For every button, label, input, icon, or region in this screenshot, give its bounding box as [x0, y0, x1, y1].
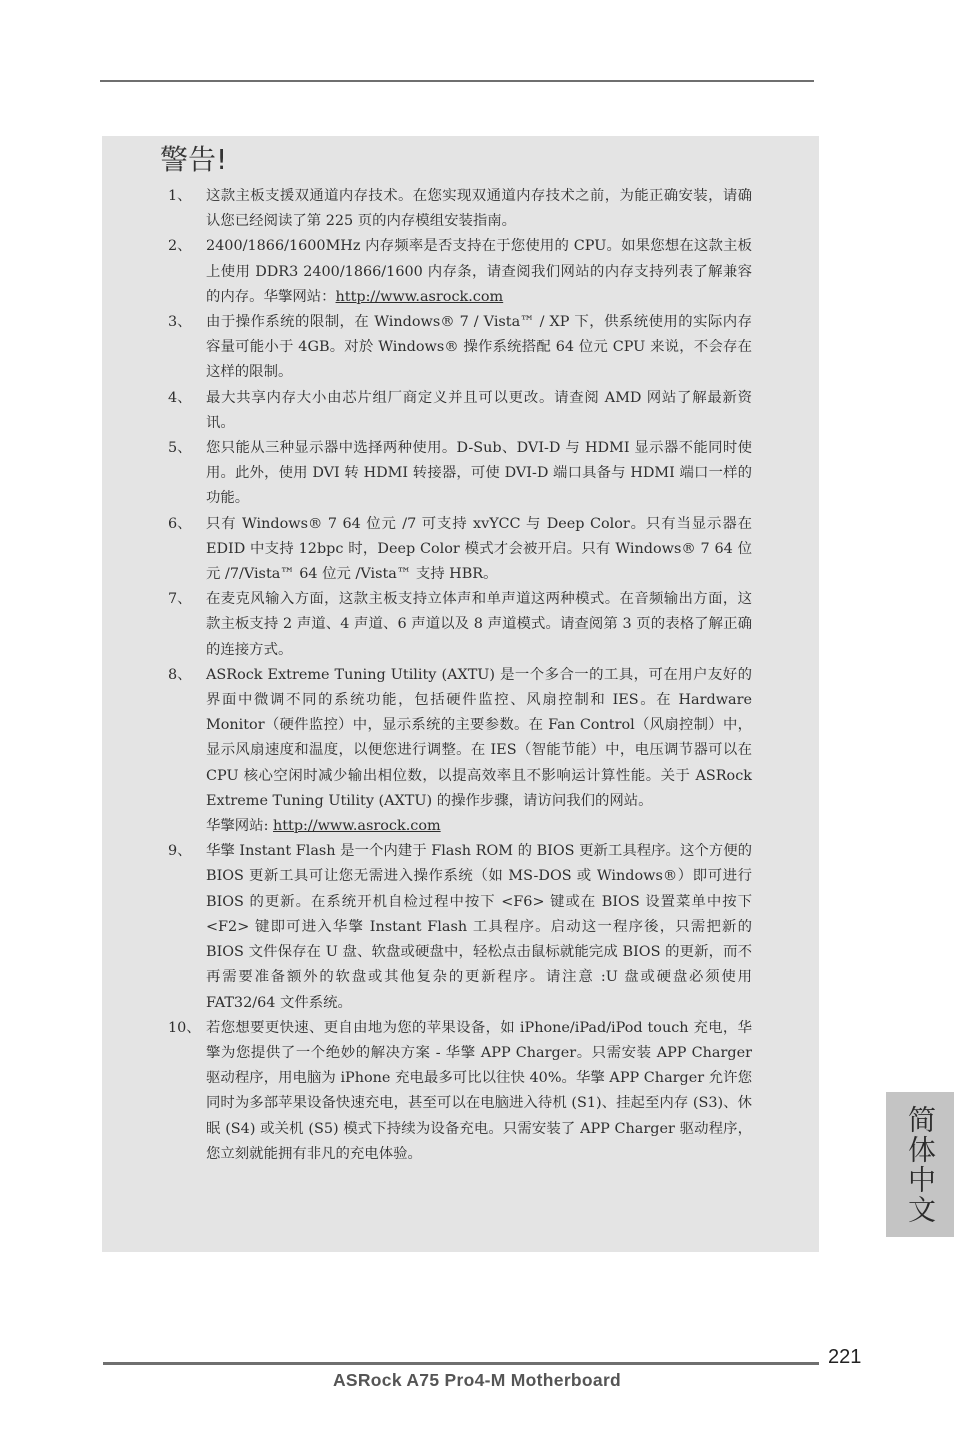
item-number: 10、 — [168, 1019, 201, 1036]
warning-item-1 — [168, 184, 752, 234]
page-number: 221 — [828, 1346, 862, 1368]
top-divider — [100, 80, 814, 82]
bottom-divider — [103, 1362, 819, 1365]
warning-title: 警告! — [160, 143, 228, 176]
warning-list — [168, 184, 752, 1167]
warning-item-8 — [168, 663, 752, 839]
footer-title: ASRock A75 Pro4-M Motherboard — [332, 1370, 622, 1390]
item-number: 3、 — [168, 314, 192, 331]
item-number: 6、 — [168, 515, 192, 532]
warning-item-2 — [168, 234, 752, 310]
warning-item-7 — [168, 587, 752, 663]
item-text: 最大共享内存大小由芯片组厂商定义并且可以更改。请查阅 AMD 网站了解最新资讯。 — [206, 389, 752, 431]
item-number: 9、 — [168, 843, 192, 860]
warning-item-5 — [168, 436, 752, 512]
item-number: 4、 — [168, 389, 192, 406]
item-number: 2、 — [168, 238, 192, 255]
item-number: 8、 — [168, 666, 192, 683]
site-label: 华擎网站: — [206, 818, 273, 835]
item-text: ASRock Extreme Tuning Utility (AXTU) 是一个多合一的工具，可在用户友好的界面中微调不同的系统功能，包括硬件监控、风扇控制和 IES。在 Hardware Monitor（硬件监控）中，显示系统的主要参数。在 Fan Control（风扇控制）中，显示风扇速度和温度，以便您进行调整。在 IES（智能节能）中，电压调节器可以在 CPU 核心空闲时减少输出相位数，以提高效率且不影响运计算性能。关于 ASRock Extreme Tuning Utility (AXTU) 的操作步骤，请访问我们的网站。 — [206, 666, 752, 809]
warning-item-9 — [168, 839, 752, 1015]
item-text: 2400/1866/1600MHz 内存频率是否支持在于您使用的 CPU。如果您想在这款主板上使用 DDR3 2400/1866/1600 内存条，请查阅我们网站的内存支持列表了解兼容的内存。华擎网站： — [206, 238, 752, 305]
language-tab-label: 简体中文 — [904, 1104, 937, 1225]
warning-item-4 — [168, 386, 752, 436]
warning-box — [102, 136, 819, 1252]
item-text: 由于操作系统的限制，在 Windows® 7 / Vista™ / XP 下，供系统使用的实际内存容量可能小于 4GB。对於 Windows® 操作系统搭配 64 位元 CPU 来说，不会存在这样的限制。 — [206, 314, 752, 381]
item-text: 若您想要更快速、更自由地为您的苹果设备，如 iPhone/iPad/iPod touch 充电，华擎为您提供了一个绝妙的解决方案 - 华擎 APP Charger。只需安装 APP Charger 驱动程序，用电脑为 iPhone 充电最多可比以往快 40%。华擎 APP Charger 允许您同时为多部苹果设备快速充电，甚至可以在电脑进入待机 (S1)、挂起至内存 (S3)、休眠 (S4) 或关机 (S5) 模式下持续为设备充电。只需安装了 APP Charger 驱动程序，您立刻就能拥有非凡的充电体验。 — [206, 1019, 752, 1162]
item-number: 1、 — [168, 188, 192, 204]
warning-item-3 — [168, 310, 752, 386]
warning-item-6 — [168, 512, 752, 588]
language-tab — [886, 1092, 954, 1237]
item-text: 在麦克风输入方面，这款主板支持立体声和单声道这两种模式。在音频输出方面，这款主板支持 2 声道、4 声道、6 声道以及 8 声道模式。请查阅第 3 页的表格了解正确的连接方式。 — [206, 591, 752, 658]
item-body — [206, 663, 752, 839]
item-text: 只有 Windows® 7 64 位元 /7 可支持 xvYCC 与 Deep Color。只有当显示器在 EDID 中支持 12bpc 时，Deep Color 模式才会被开启。只有 Windows® 7 64 位元 /7/Vista™ 64 位元 /Vista™ 支持 HBR。 — [206, 515, 752, 583]
item-text: 您只能从三种显示器中选择两种使用。D-Sub、DVI-D 与 HDMI 显示器不能同时使用。此外，使用 DVI 转 HDMI 转接器，可使 DVI-D 端口具备与 HDMI 端口一样的功能。 — [206, 440, 752, 507]
item-body — [206, 234, 752, 310]
item-number: 7、 — [168, 591, 192, 608]
warning-item-10 — [168, 1016, 752, 1167]
item-text: 华擎 Instant Flash 是一个内建于 Flash ROM 的 BIOS 更新工具程序。这个方便的 BIOS 更新工具可让您无需进入操作系统（如 MS-DOS 或 Windows®）即可进行 BIOS 的更新。在系统开机自检过程中按下 <F6> 键或在 BIOS 设置菜单中按下 <F2> 键即可进入华擎 Instant Flash 工具程序。启动这一程序後，只需把新的 BIOS 文件保存在 U 盘、软盘或硬盘中，轻松点击鼠标就能完成 BIOS 的更新，而不再需要准备额外的软盘或其他复杂的更新程序。请注意 :U 盘或硬盘必须使用 FAT32/64 文件系统。 — [206, 843, 752, 1011]
item-number: 5、 — [168, 440, 192, 457]
asrock-website-link[interactable]: http://www.asrock.com — [273, 818, 441, 835]
asrock-website-link[interactable]: http://www.asrock.com — [335, 288, 504, 305]
item-text: 这款主板支援双通道内存技术。在您实现双通道内存技术之前，为能正确安装，请确认您已经阅读了第 225 页的内存模组安装指南。 — [206, 188, 752, 230]
